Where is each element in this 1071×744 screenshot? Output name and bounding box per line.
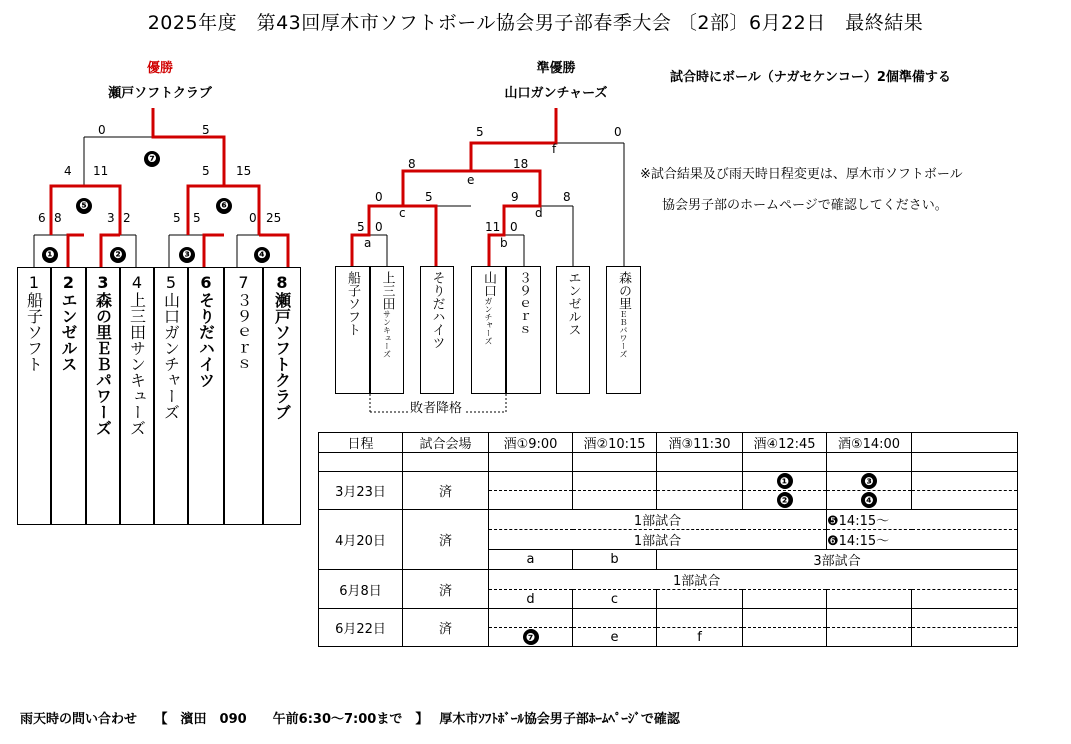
cons-match-d: d — [535, 206, 543, 220]
score-m5-a: 4 — [64, 164, 72, 178]
rain-contact-footer: 雨天時の問い合わせ 【 濱田 090 午前6:30～7:00まで 】 厚木市ｿﾌﾄﾎﾞｰﾙ協会男子部ﾎｰﾑﾍﾟｰｼﾞで確認 — [20, 712, 680, 727]
score-m3-b: 5 — [193, 211, 201, 225]
match-badge-1: ❶ — [42, 243, 58, 263]
team-4: 4 上三田サンキューズ — [120, 267, 154, 525]
cons-team-5: ３９ｅｒｓ — [506, 266, 541, 394]
score-d-2: 8 — [563, 190, 571, 204]
header-venue: 試合会場 — [403, 433, 489, 453]
row-date: 3月23日 — [319, 472, 403, 510]
cons-team-3: そりだハイツ — [420, 266, 454, 394]
cons-team-7: 森の里 ＥＢパワーズ — [606, 266, 641, 394]
team-2: 2 エンゼルス — [51, 267, 86, 525]
score-m1-b: 8 — [54, 211, 62, 225]
team-7: 7 ３９ｅｒｓ — [224, 267, 263, 525]
cons-team-1: 船子ソフト — [335, 266, 370, 394]
team-5: 5 山口ガンチャーズ — [154, 267, 188, 525]
score-m2-b: 2 — [123, 211, 131, 225]
score-m4-b: 25 — [266, 211, 282, 225]
score-m4-a: 0 — [249, 211, 257, 225]
winner-team: 瀬戸ソフトクラブ — [108, 86, 212, 101]
page-title: 2025年度 第43回厚木市ソフトボール協会男子部春季大会 〔2部〕6月22日 最終結果 — [147, 12, 924, 34]
row-venue: 済 — [403, 472, 489, 510]
score-m2-a: 3 — [107, 211, 115, 225]
runner-up-label: 準優勝 — [536, 61, 576, 76]
cons-match-e: e — [467, 173, 475, 187]
score-b-1: 11 — [485, 220, 501, 234]
team-3: 3 森の里ＥＢパワーズ — [86, 267, 120, 525]
score-m5-b: 11 — [93, 164, 109, 178]
loser-note: 敗者降格 — [408, 397, 464, 416]
team-8: 8 瀬戸ソフトクラブ — [263, 267, 301, 525]
team-6: 6 そりだハイツ — [188, 267, 224, 525]
team-1: 1 船子ソフト — [17, 267, 51, 525]
cons-team-6: エンゼルス — [556, 266, 590, 394]
match-badge-4: ❹ — [254, 243, 270, 263]
result-notice-line1: ※試合結果及び雨天時日程変更は、厚木市ソフトボール — [640, 167, 963, 182]
score-b-2: 0 — [510, 220, 518, 234]
score-c-1: 0 — [375, 190, 383, 204]
header-slot4: 酒④12:45 — [743, 433, 827, 453]
winner-label: 優勝 — [146, 61, 173, 76]
score-m6-a: 5 — [202, 164, 210, 178]
score-m7-b: 5 — [202, 123, 210, 137]
row-date: 6月8日 — [319, 570, 403, 609]
header-slot1: 酒①9:00 — [489, 433, 573, 453]
score-m7-a: 0 — [98, 123, 106, 137]
score-m6-b: 15 — [236, 164, 252, 178]
row-venue: 済 — [403, 609, 489, 647]
cons-match-a: a — [364, 236, 372, 250]
cons-match-c: c — [399, 206, 406, 220]
match-badge-6: ❻ — [216, 194, 232, 214]
score-f-1: 5 — [476, 125, 484, 139]
score-f-2: 0 — [614, 125, 622, 139]
match-badge-5: ❺ — [76, 194, 92, 214]
row-date: 6月22日 — [319, 609, 403, 647]
match-badge-7: ❼ — [144, 147, 160, 167]
score-a-1: 5 — [357, 220, 365, 234]
cons-team-2: 上三田 サンキューズ — [370, 266, 404, 394]
score-a-2: 0 — [375, 220, 383, 234]
row-venue: 済 — [403, 510, 489, 570]
header-slot3: 酒③11:30 — [657, 433, 743, 453]
header-slot5: 酒⑤14:00 — [827, 433, 912, 453]
runner-up-team: 山口ガンチャーズ — [504, 86, 608, 101]
score-d-1: 9 — [511, 190, 519, 204]
header-date: 日程 — [319, 433, 403, 453]
score-c-2: 5 — [425, 190, 433, 204]
ball-notice: 試合時にボール（ナガセケンコー）2個準備する — [670, 70, 951, 85]
row-date: 4月20日 — [319, 510, 403, 570]
match-badge-2: ❷ — [110, 243, 126, 263]
result-notice-line2: 協会男子部のホームページで確認してください。 — [662, 198, 948, 213]
score-m1-a: 6 — [38, 211, 46, 225]
cons-match-f: f — [552, 142, 557, 156]
score-e-2: 18 — [513, 157, 529, 171]
score-e-1: 8 — [408, 157, 416, 171]
header-slot2: 酒②10:15 — [573, 433, 657, 453]
row-venue: 済 — [403, 570, 489, 609]
match-badge-3: ❸ — [179, 243, 195, 263]
score-m3-a: 5 — [173, 211, 181, 225]
cons-match-b: b — [500, 236, 508, 250]
schedule-table: 日程 試合会場 酒①9:00 酒②10:15 酒③11:30 酒④12:45 酒⑤14:00 3月23日 済 ❶ ❸ ❷ ❹ 4月20日 済 1部試合 ❺14:15～ 1部試合 ❻14:15～ a b 3部試合 6月8日 済 1部試合 d c 6月22日 済 ❼ e f — [318, 432, 1018, 647]
cons-team-4: 山口 ガンチャーズ — [471, 266, 506, 394]
